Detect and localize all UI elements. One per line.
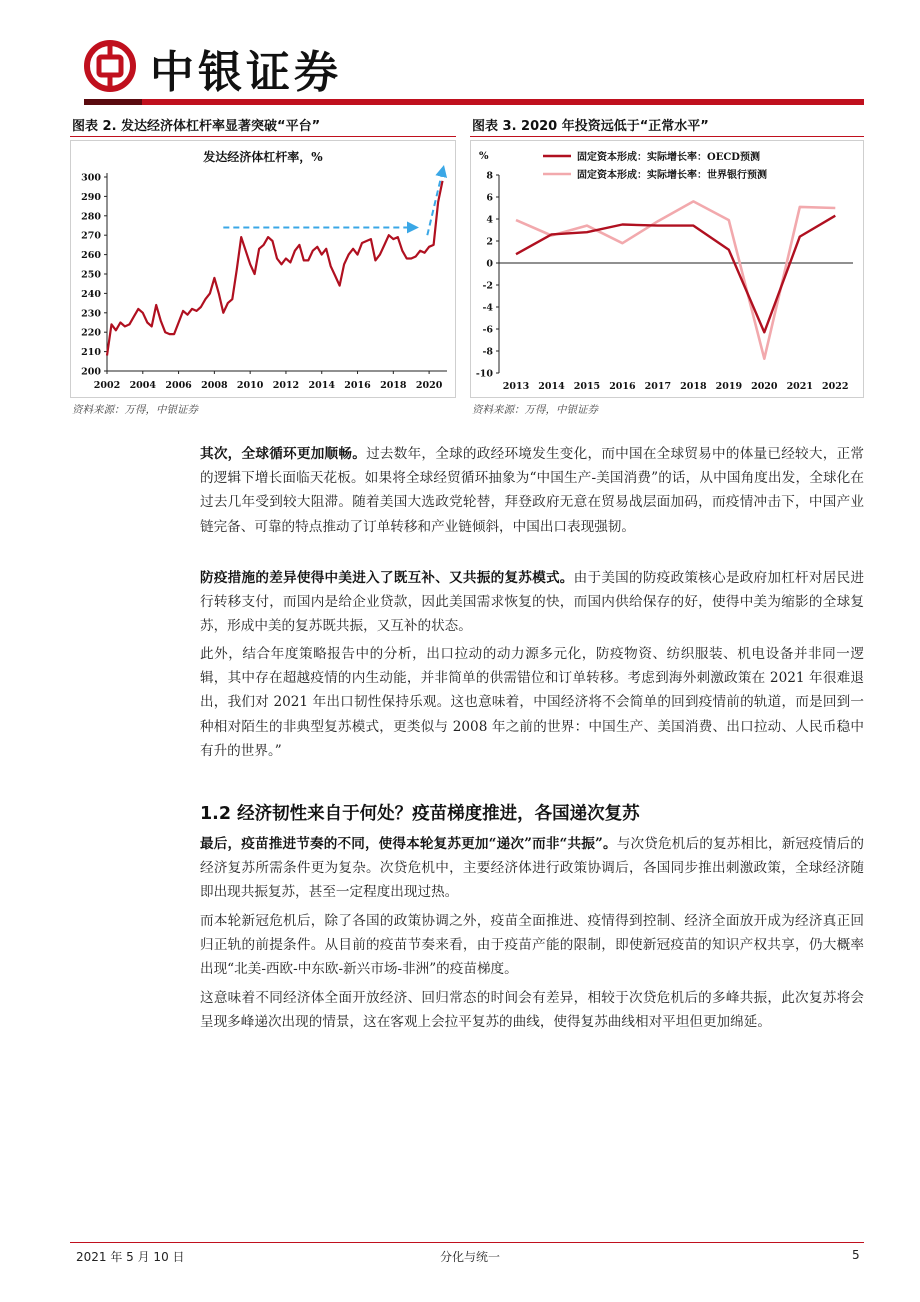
- paragraph-text: 此外，结合年度策略报告中的分析，出口拉动的动力源多元化，防疫物资、纺织服装、机电设备并非同一逻辑，其中存在超越疫情的内生动能，并非简单的供需错位和订单转移。考虑到海外刺激政策在 2021 年很难退出，我们对 2021 年出口韧性保持乐观。这也意味着，中国经济将不会简单的回到疫情前的轨道，而是回到一种相对陌生的非典型复苏模式，更类似与 2008 年之前的世界：中国生产、美国消费、出口拉动、人民币稳中有升的世界。”: [200, 646, 864, 759]
- paragraph-vaccine-gradient: [200, 909, 864, 982]
- legend-label: 固定资本形成：实际增长率：世界银行预测: [577, 170, 767, 181]
- figure3-source: 资料来源：万得，中银证券: [472, 404, 598, 416]
- oecd-series-line: [516, 216, 835, 333]
- y-tick-label: 250: [81, 269, 101, 281]
- leverage-series-line: [107, 181, 443, 356]
- y-tick-label: 290: [81, 191, 101, 203]
- paragraph-lead: 其次，全球循环更加顺畅。: [200, 446, 367, 462]
- paragraph-text: 而本轮新冠危机后，除了各国的政策协调之外，疫苗全面推进、疫情得到控制、经济全面放开成为经济真正回归正轨的前提条件。从目前的疫苗节奏来看，由于疫苗产能的限制，即使新冠疫苗的知识产权共享，仍大概率出现“北美-西欧-中东欧-新兴市场-非洲”的疫苗梯度。: [200, 913, 864, 978]
- paragraph-text: 这意味着不同经济体全面开放经济、回归常态的时间会有差异，相较于次贷危机后的多峰共振，此次复苏将会呈现多峰递次出现的情景，这在客观上会拉平复苏的曲线，使得复苏曲线相对平坦但更加绵延。: [200, 990, 864, 1031]
- x-tick-label: 2018: [680, 381, 707, 392]
- x-tick-label: 2012: [272, 380, 300, 391]
- x-tick-label: 2015: [573, 381, 601, 392]
- x-tick-label: 2016: [344, 380, 371, 391]
- x-tick-label: 2014: [308, 380, 335, 391]
- y-tick-label: 6: [486, 192, 493, 204]
- paragraph-global-circulation: [200, 442, 864, 539]
- x-tick-label: 2010: [236, 380, 264, 391]
- x-tick-label: 2006: [165, 380, 192, 391]
- x-tick-label: 2014: [538, 381, 565, 392]
- footer-title: 分化与统一: [440, 1250, 501, 1264]
- y-axis-unit: %: [479, 151, 489, 162]
- y-tick-label: 280: [81, 211, 101, 223]
- paragraph-vaccine-pace: [200, 832, 864, 905]
- header-rule-red: [142, 99, 864, 105]
- section-number: 1.2: [200, 804, 232, 824]
- x-tick-label: 2022: [822, 381, 849, 392]
- figure2-title: 图表 2. 发达经济体杠杆率显著突破“平台”: [72, 119, 321, 134]
- x-tick-label: 2002: [93, 380, 121, 391]
- x-tick-label: 2016: [609, 381, 636, 392]
- y-tick-label: -8: [482, 346, 493, 358]
- paragraph-text: 过去数年，全球的政经环境发生变化，而中国在全球贸易中的体量已经较大，正常的逻辑下增长面临天花板。如果将全球经贸循环抽象为“中国生产-美国消费”的话，从中国角度出发，全球化在过去几年受到较大阻滞。随着美国大选政党轮替，拜登政府无意在贸易战层面加码，而疫情冲击下，中国产业链完备、可靠的特点推动了订单转移和产业链倾斜，中国出口表现强韧。: [200, 446, 864, 535]
- y-tick-label: 230: [81, 308, 101, 320]
- x-tick-label: 2018: [380, 380, 407, 391]
- x-tick-label: 2021: [786, 381, 814, 392]
- figure3-chart-frame: [470, 140, 864, 398]
- y-tick-label: -6: [482, 324, 493, 336]
- paragraph-staggered-recovery: [200, 986, 864, 1034]
- figure3-chart: [471, 141, 863, 397]
- brand-name: 中银证券: [150, 47, 342, 98]
- paragraph-text: 由于美国的防疫政策核心是政府加杠杆对居民进行转移支付，而国内是给企业贷款，因此美国需求恢复的快，而国内供给保存的好，使得中美为缩影的全球复苏，形成中美的复苏既共振，又互补的状态。: [200, 570, 865, 635]
- paragraph-export-drivers: [200, 642, 864, 763]
- figure3-title-rule: [470, 136, 864, 137]
- y-tick-label: 4: [486, 214, 493, 226]
- x-tick-label: 2013: [502, 381, 530, 392]
- x-tick-label: 2020: [415, 380, 443, 391]
- header-rule-dark: [84, 99, 142, 105]
- legend-label: 固定资本形成：实际增长率：OECD预测: [577, 152, 760, 163]
- paragraph-text: 与次贷危机后的复苏相比，新冠疫情后的经济复苏所需条件更为复杂。次贷危机中，主要经济体进行政策协调后，各国同步推出刺激政策，全球经济随即出现共振复苏，甚至一定程度出现过热。: [200, 836, 865, 901]
- section-heading: [200, 800, 640, 825]
- footer-date: 2021 年 5 月 10 日: [76, 1250, 185, 1264]
- figure3-title: 图表 3. 2020 年投资远低于“正常水平”: [472, 119, 709, 134]
- y-tick-label: -4: [482, 302, 493, 314]
- y-tick-label: 270: [81, 230, 101, 242]
- figure2-chart-frame: [70, 140, 456, 398]
- figure2-title-rule: [70, 136, 456, 137]
- y-tick-label: 300: [81, 172, 101, 184]
- x-tick-label: 2017: [644, 381, 672, 392]
- y-tick-label: 240: [81, 288, 101, 300]
- x-tick-label: 2020: [751, 381, 778, 392]
- page-number: 5: [852, 1248, 860, 1262]
- y-tick-label: 220: [81, 327, 101, 339]
- figure2-chart: [71, 141, 455, 397]
- paragraph-lead: 最后，疫苗推进节奏的不同，使得本轮复苏更加“递次”而非“共振”。: [200, 836, 617, 852]
- x-tick-label: 2019: [715, 381, 743, 392]
- y-tick-label: -2: [482, 280, 493, 292]
- y-tick-label: 200: [81, 366, 101, 378]
- footer-rule: [70, 1242, 864, 1243]
- y-tick-label: 2: [486, 236, 493, 248]
- y-tick-label: 260: [81, 250, 101, 262]
- figure2-source: 资料来源：万得，中银证券: [72, 404, 198, 416]
- chart-title: 发达经济体杠杆率，%: [203, 150, 323, 164]
- paragraph-prevention-difference: [200, 566, 864, 639]
- y-tick-label: 8: [486, 170, 493, 182]
- y-tick-label: 210: [81, 347, 101, 359]
- x-tick-label: 2008: [201, 380, 228, 391]
- y-tick-label: 0: [486, 258, 493, 270]
- bank-of-china-logo-icon: [84, 40, 136, 92]
- paragraph-lead: 防疫措施的差异使得中美进入了既互补、又共振的复苏模式。: [200, 570, 574, 586]
- y-tick-label: -10: [475, 368, 493, 380]
- section-title: 经济韧性来自于何处？疫苗梯度推进，各国递次复苏: [231, 804, 640, 824]
- x-tick-label: 2004: [129, 380, 157, 391]
